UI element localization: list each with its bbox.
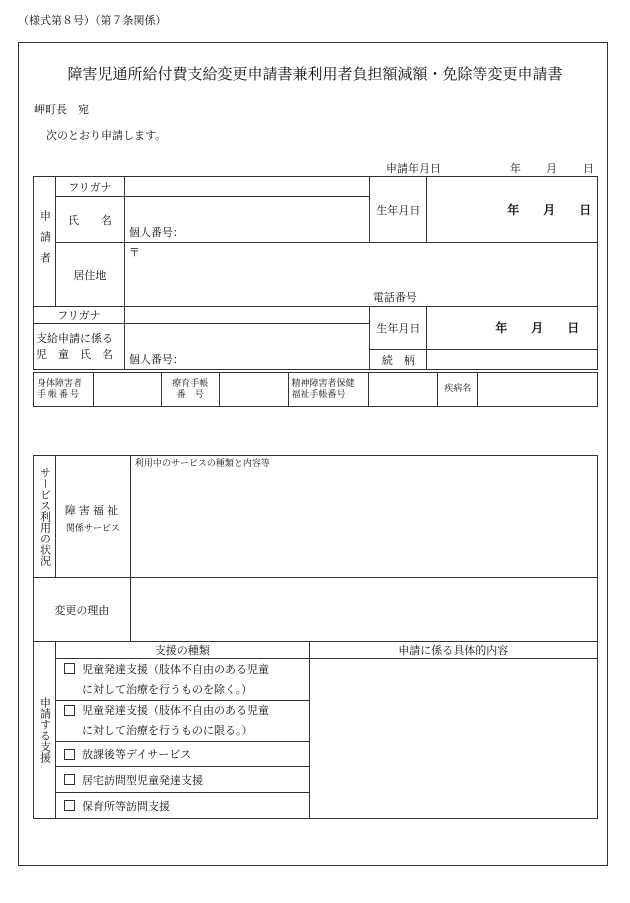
- mental-handbook-field[interactable]: [369, 373, 438, 407]
- birth-year-label: 年: [507, 202, 520, 217]
- rehab-handbook-label: [161, 373, 219, 407]
- child-furigana-field[interactable]: [124, 307, 369, 324]
- applicant-my-number-label: 個人番号：: [128, 226, 184, 239]
- welfare-service-label-line2: 関係サービス: [65, 524, 120, 534]
- child-birth-day-label: 日: [567, 321, 580, 335]
- physical-handbook-field[interactable]: [93, 373, 161, 407]
- child-furigana-label: フリガナ: [34, 307, 125, 324]
- support-item-3-label: 放課後等デイサービス: [81, 748, 192, 761]
- date-day-label: 日: [583, 162, 594, 175]
- checkbox-2[interactable]: [64, 705, 75, 716]
- support-content-header: 申請に係る具体的内容: [309, 642, 597, 659]
- date-year-label: 年: [510, 162, 521, 175]
- mental-handbook-label: [288, 373, 369, 407]
- support-item-2[interactable]: [55, 701, 309, 742]
- service-table: [33, 455, 598, 819]
- mental-handbook-label-line2: 福祉手帳番号: [291, 389, 346, 400]
- support-item-4[interactable]: [55, 767, 309, 793]
- relation-field[interactable]: [427, 350, 598, 370]
- applicant-birthdate-field[interactable]: [427, 177, 598, 243]
- welfare-service-label-line1: 障害福祉: [64, 504, 121, 517]
- rehab-handbook-label-line2: 番 号: [176, 389, 204, 400]
- physical-handbook-label-line2: 手帳番号: [37, 389, 82, 400]
- support-item-5-label: 保育所等訪問支援: [81, 799, 170, 813]
- applicant-furigana-label: フリガナ: [55, 177, 124, 197]
- application-date-label: 申請年月日: [386, 162, 441, 175]
- applicant-name-label: 氏 名: [55, 197, 124, 243]
- support-section-label: 申請する支援: [34, 642, 56, 819]
- child-name-field[interactable]: [124, 324, 369, 370]
- support-item-3[interactable]: [55, 742, 309, 767]
- postal-mark: 〒: [128, 246, 140, 259]
- child-name-label: [34, 324, 125, 370]
- welfare-service-content-field[interactable]: [130, 456, 597, 578]
- service-status-section-label: サービス利用の状況: [34, 456, 56, 578]
- support-item-1[interactable]: [55, 659, 309, 701]
- intro-text: 次のとおり申請します。: [46, 129, 167, 142]
- birth-month-label: 月: [543, 202, 556, 217]
- disease-label: 疾病名: [438, 373, 478, 407]
- checkbox-1[interactable]: [64, 663, 75, 674]
- support-content-field[interactable]: [309, 659, 597, 819]
- rehab-handbook-label-line1: 療育手帳: [172, 378, 209, 389]
- applicant-birthdate-label: 生年月日: [370, 177, 427, 243]
- rehab-handbook-field[interactable]: [219, 373, 288, 407]
- support-item-1-line2: に対して治療を行うものを除く。）: [81, 682, 253, 696]
- applicant-section-label: 申請者: [34, 177, 56, 307]
- applicant-table: [33, 176, 598, 370]
- checkbox-4[interactable]: [64, 774, 75, 785]
- checkbox-5[interactable]: [64, 800, 75, 811]
- child-birth-month-label: 月: [531, 321, 544, 335]
- support-item-2-line1: 児童発達支援（肢体不自由のある児童: [81, 704, 269, 717]
- change-reason-label: 変更の理由: [34, 578, 131, 642]
- child-birthdate-label: 生年月日: [370, 307, 427, 350]
- applicant-address-field[interactable]: [124, 243, 597, 307]
- checkbox-3[interactable]: [64, 749, 75, 760]
- date-month-label: 月: [546, 162, 557, 175]
- relation-label: 続 柄: [370, 350, 427, 370]
- applicant-furigana-field[interactable]: [124, 177, 369, 197]
- change-reason-field[interactable]: [130, 578, 597, 642]
- form-number: （様式第８号）（第７条関係）: [18, 14, 167, 27]
- form-title: 障害児通所給付費支給変更申請書兼利用者負担額減額・免除等変更申請書: [67, 65, 563, 83]
- support-item-1-line1: 児童発達支援（肢体不自由のある児童: [81, 662, 269, 676]
- support-item-4-label: 居宅訪問型児童発達支援: [81, 773, 203, 787]
- addressee: 岬町長 宛: [34, 103, 89, 116]
- physical-handbook-label-line1: 身体障害者: [37, 378, 83, 389]
- physical-handbook-label: [34, 373, 94, 407]
- handbook-table: [33, 372, 598, 407]
- phone-label: 電話番号: [372, 291, 417, 304]
- applicant-address-label: 居住地: [55, 243, 124, 307]
- support-type-header: 支援の種類: [55, 642, 309, 659]
- mental-handbook-label-line1: 精神障害者保健: [291, 378, 355, 389]
- disease-field[interactable]: [478, 373, 598, 407]
- support-item-2-line2: に対して治療を行うものに限る。）: [81, 724, 253, 737]
- birth-day-label: 日: [579, 202, 592, 217]
- child-my-number-label: 個人番号：: [128, 353, 184, 366]
- child-name-label-line2: 児 童 氏 名: [36, 347, 113, 361]
- applicant-name-field[interactable]: [124, 197, 369, 243]
- child-birth-year-label: 年: [495, 321, 508, 335]
- welfare-service-label: [55, 456, 130, 578]
- welfare-service-content-label: 利用中のサービスの種類と内容等: [134, 459, 270, 469]
- child-name-label-line1: 支給申請に係る: [36, 331, 113, 345]
- support-item-5[interactable]: [55, 793, 309, 819]
- child-birthdate-field[interactable]: [427, 307, 598, 350]
